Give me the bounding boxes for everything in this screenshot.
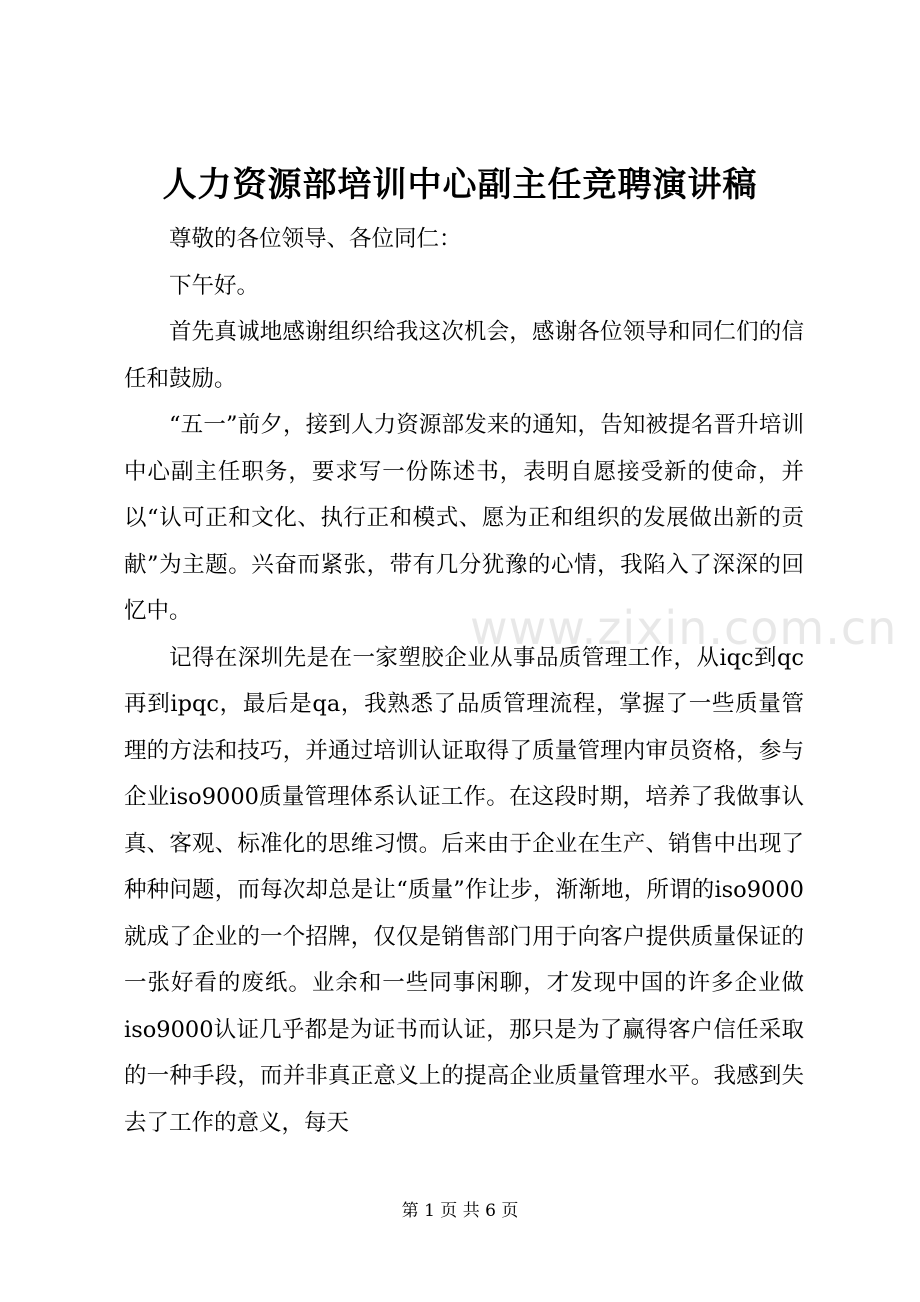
watermark: www.zixin.com.cn [470,601,898,655]
document-title: 人力资源部培训中心副主任竞聘演讲稿 [162,165,758,205]
paragraph-salutation: 尊敬的各位领导、各位同仁： [169,226,462,252]
paragraph-notice: “五一”前夕，接到人力资源部发来的通知，告知被提名晋升培训中心副主任职务，要求写一份陈述书，表明自愿接受新的使命，并以“认可正和文化、执行正和模式、愿为正和组织的发展做出新的贡献”为主题。兴奋而紧张，带有几分犹豫的心情，我陷入了深深的回忆中。 [124,412,804,624]
paragraph-greeting: 下午好。 [169,272,260,299]
paragraph-memory: 记得在深圳先是在一家塑胶企业从事品质管理工作，从iqc到qc再到ipqc，最后是qa，我熟悉了品质管理流程，掌握了一些质量管理的方法和技巧，并通过培训认证取得了质量管理内审员资格，参与企业iso9000质量管理体系认证工作。在这段时期，培养了我做事认真、客观、标准化的思维习惯。后来由于企业在生产、销售中出现了种种问题，而每次却总是让“质量”作让步，渐渐地，所谓的iso9000就成了企业的一个招牌，仅仅是销售部门用于向客户提供质量保证的一张好看的废纸。业余和一些同事闲聊，才发现中国的许多企业做iso9000认证几乎都是为证书而认证，那只是为了赢得客户信任采取的一种手段，而并非真正意义上的提高企业质量管理水平。我感到失去了工作的意义，每天 [124,644,804,1136]
paragraph-thanks: 首先真诚地感谢组织给我这次机会，感谢各位领导和同仁们的信任和鼓励。 [124,319,804,392]
page-footer: 第 1 页 共 6 页 [401,1201,519,1221]
document-body [124,216,898,1146]
